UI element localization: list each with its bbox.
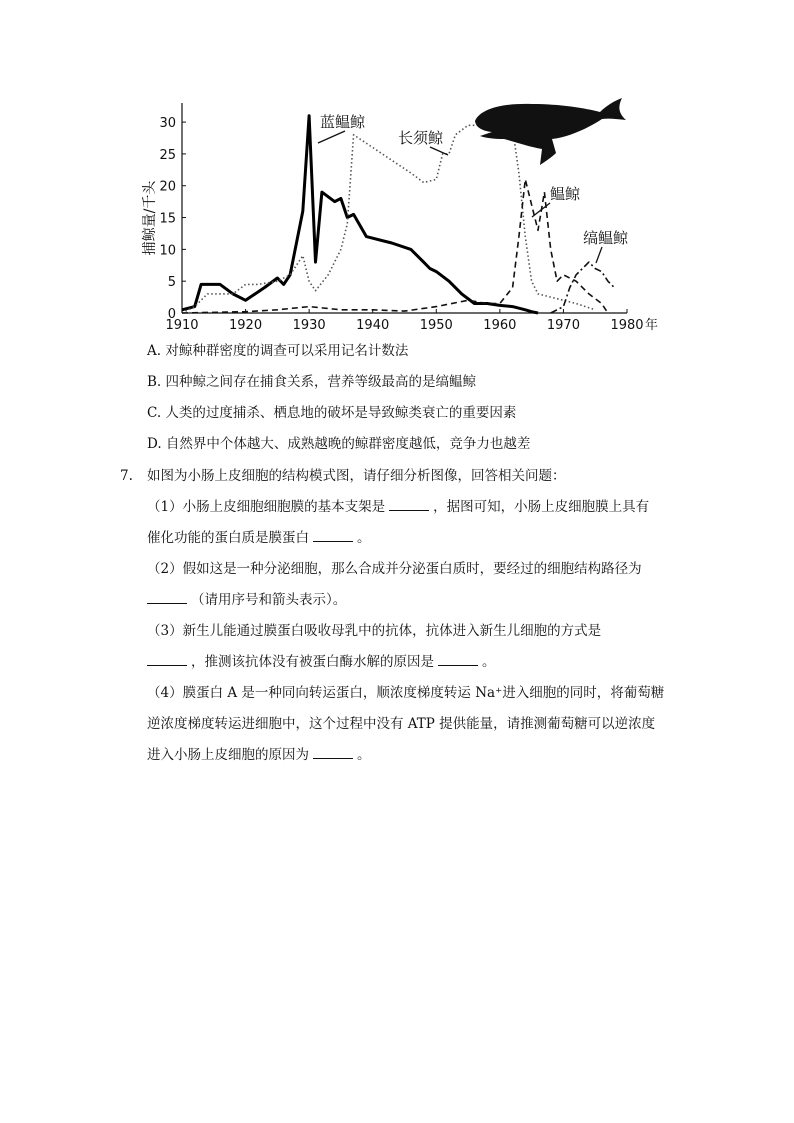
series-label-1: 蓝鳁鲸 — [320, 113, 366, 131]
x-tick-label: 1930 — [292, 318, 326, 333]
pointer-arrow-4 — [596, 247, 602, 263]
x-tick-label: 1940 — [356, 318, 390, 333]
sub-question-4-cont1: 逆浓度梯度转运进细胞中，这个过程中没有 ATP 提供能量，请推测葡萄糖可以逆浓度 — [147, 716, 656, 732]
y-tick-label: 15 — [159, 211, 176, 227]
sub-question-4-cont2 — [147, 746, 371, 764]
x-tick-label: 1910 — [165, 318, 199, 333]
x-tick-label: 1970 — [546, 318, 580, 333]
y-tick-label: 20 — [159, 179, 176, 195]
option-b: B. 四种鲸之间存在捕食关系，营养等级最高的是缟鳁鲸 — [147, 374, 477, 390]
series-label-2: 长须鲸 — [398, 129, 444, 147]
whale-silhouette-icon — [475, 98, 626, 165]
q4-text-d: 。 — [357, 747, 371, 763]
series-label-3: 鳁鲸 — [550, 185, 581, 203]
pointer-arrow-2 — [430, 147, 448, 155]
x-unit-label: 年 — [645, 318, 659, 333]
sub-question-2: （2）假如这是一种分泌细胞，那么合成并分泌蛋白质时，要经过的细胞结构路径为 — [147, 561, 642, 577]
sub-question-3: （3）新生儿能通过膜蛋白吸收母乳中的抗体，抗体进入新生儿细胞的方式是 — [147, 623, 602, 639]
y-axis-label: 捕鲸量/千头 — [142, 180, 158, 256]
sub-question-1-cont — [147, 529, 371, 547]
y-tick-label: 5 — [167, 275, 176, 291]
series-line-3 — [182, 179, 608, 313]
q1-text-d: 。 — [357, 530, 371, 546]
answer-blank[interactable] — [313, 746, 353, 759]
series-line-2 — [182, 125, 595, 313]
series-line-1 — [182, 116, 538, 313]
option-c: C. 人类的过度捕杀、栖息地的破坏是导致鲸类衰亡的重要因素 — [147, 405, 517, 421]
answer-blank[interactable] — [147, 591, 187, 604]
answer-blank[interactable] — [438, 653, 478, 666]
answer-blank[interactable] — [313, 529, 353, 542]
q3-text-b: ，推测该抗体没有被蛋白酶水解的原因是 — [191, 654, 434, 670]
y-tick-label: 0 — [167, 307, 176, 322]
q2-text-b: （请用序号和箭头表示）。 — [191, 592, 347, 608]
x-tick-label: 1920 — [229, 318, 263, 333]
x-tick-label: 1960 — [483, 318, 517, 333]
answer-blank[interactable] — [147, 653, 187, 666]
option-d: D. 自然界中个体越大、成熟越晚的鲸群密度越低，竞争力也越差 — [147, 436, 531, 452]
q1-text-a: （1）小肠上皮细胞细胞膜的基本支架是 — [147, 499, 386, 515]
y-tick-label: 25 — [159, 147, 176, 163]
chart-ticks — [159, 116, 658, 333]
y-tick-label: 30 — [159, 116, 176, 132]
answer-blank[interactable] — [389, 498, 429, 511]
q3-text-c: 。 — [482, 654, 496, 670]
y-tick-label: 10 — [159, 243, 176, 259]
question-stem: 如图为小肠上皮细胞的结构模式图，请仔细分析图像，回答相关问题： — [147, 468, 566, 484]
q1-text-b: ，据图可知，小肠上皮细胞膜上具有 — [433, 499, 650, 515]
q1-text-c: 催化功能的蛋白质是膜蛋白 — [147, 530, 309, 546]
sub-question-1 — [147, 498, 649, 516]
x-tick-label: 1980 — [610, 318, 644, 333]
q4-text-c: 进入小肠上皮细胞的原因为 — [147, 747, 309, 763]
whale-catch-chart — [140, 95, 665, 335]
x-tick-label: 1950 — [419, 318, 453, 333]
series-label-4: 缟鳁鲸 — [583, 229, 629, 247]
pointer-arrow-1 — [318, 131, 345, 143]
sub-question-3-cont — [147, 653, 496, 671]
sub-question-2-cont — [147, 591, 346, 609]
question-number: 7. — [120, 468, 133, 484]
option-a: A. 对鲸种群密度的调查可以采用记名计数法 — [147, 343, 409, 359]
sub-question-4: （4）膜蛋白 A 是一种同向转运蛋白，顺浓度梯度转运 Na⁺进入细胞的同时，将葡萄糖 — [147, 685, 665, 701]
